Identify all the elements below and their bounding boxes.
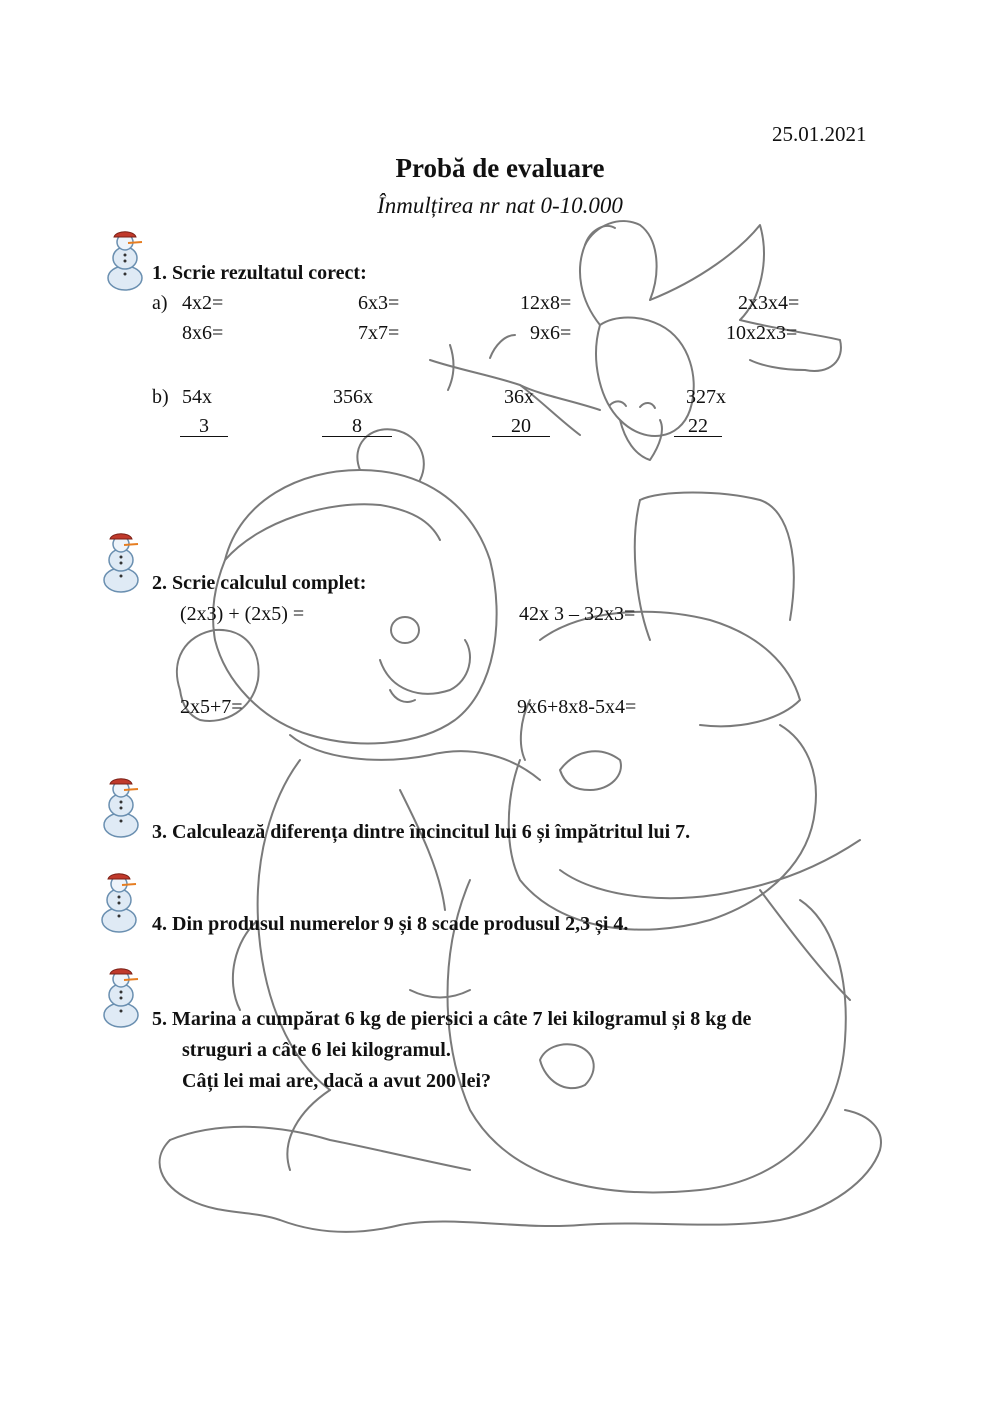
exercise-item: 42x 3 – 32x3= <box>519 603 636 625</box>
exercise-4-text: 4. Din produsul numerelor 9 și 8 scade produsul 2,3 și 4. <box>152 913 629 935</box>
exercise-3-text: 3. Calculează diferența dintre încincitul lui 6 și împătritul lui 7. <box>152 821 691 843</box>
exercise-item: 8x6= <box>182 322 224 344</box>
exercise-item: 54x <box>182 386 212 408</box>
exercise-5-line-3: Câți lei mai are, dacă a avut 200 lei? <box>182 1070 492 1092</box>
snowman-icon <box>104 228 148 292</box>
page-title: Probă de evaluare <box>395 153 605 183</box>
date: 25.01.2021 <box>772 122 867 146</box>
exercise-5-line-1: 5. Marina a cumpărat 6 kg de piersici a câte 7 lei kilogramul și 8 kg de <box>152 1008 752 1030</box>
exercise-2-heading: 2. Scrie calculul complet: <box>152 572 367 594</box>
exercise-item: 12x8= <box>520 292 572 314</box>
exercise-item: 36x <box>504 386 534 408</box>
exercise-item: (2x3) + (2x5) = <box>180 603 305 625</box>
snowman-icon <box>100 775 144 839</box>
exercise-item: 7x7= <box>358 322 400 344</box>
exercise-item: 6x3= <box>358 292 400 314</box>
exercise-item: 2x3x4= <box>738 292 800 314</box>
snowman-icon <box>100 965 144 1029</box>
exercise-item: 327x <box>686 386 726 408</box>
exercise-item: 8 <box>322 416 392 437</box>
part-a-label: a) <box>152 292 168 314</box>
exercise-1-heading: 1. Scrie rezultatul corect: <box>152 262 367 284</box>
exercise-item: 20 <box>492 416 550 437</box>
exercise-5-line-2: struguri a câte 6 lei kilogramul. <box>182 1039 451 1061</box>
exercise-item: 22 <box>674 416 722 437</box>
exercise-item: 3 <box>180 416 228 437</box>
exercise-item: 2x5+7= <box>180 696 243 718</box>
part-b-label: b) <box>152 386 169 408</box>
snowman-icon <box>98 870 142 934</box>
exercise-item: 9x6= <box>530 322 572 344</box>
exercise-item: 9x6+8x8-5x4= <box>517 696 637 718</box>
exercise-item: 10x2x3= <box>726 322 798 344</box>
page-subtitle: Înmulțirea nr nat 0-10.000 <box>377 193 623 218</box>
snowman-icon <box>100 530 144 594</box>
exercise-item: 356x <box>333 386 373 408</box>
exercise-item: 4x2= <box>182 292 224 314</box>
